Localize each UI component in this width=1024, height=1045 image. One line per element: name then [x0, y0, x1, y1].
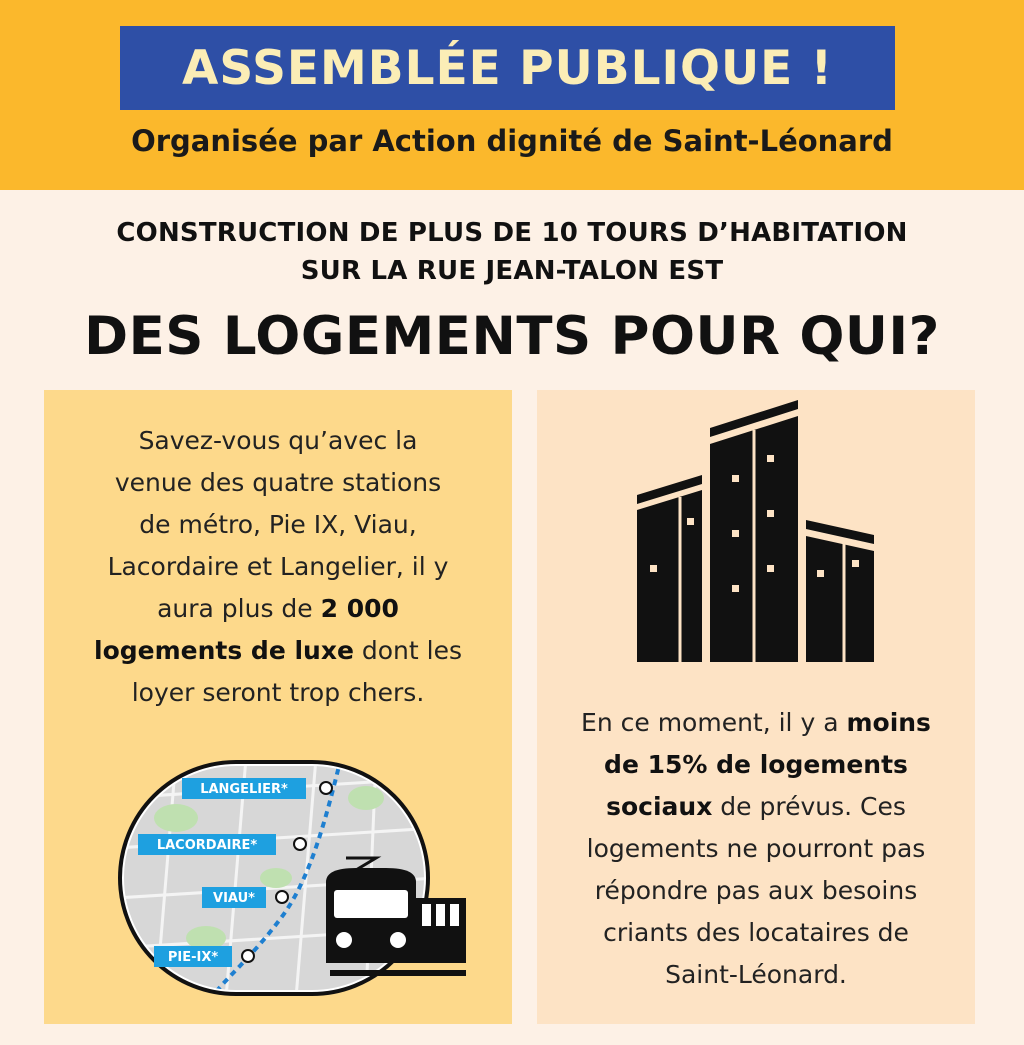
right-line: [537, 786, 975, 828]
station-label-lacordaire: LACORDAIRE*: [156, 838, 258, 853]
subtitle-line-1: CONSTRUCTION DE PLUS DE 10 TOURS D’HABITATION: [116, 218, 908, 248]
headline: DES LOGEMENTS POUR QUI?: [84, 306, 940, 367]
metro-map: [116, 758, 471, 998]
left-line: Lacordaire et Langelier, il y: [107, 552, 449, 581]
right-line-2-bold: de 15% de logements: [604, 750, 908, 779]
left-line-6-bold: logements de luxe: [94, 636, 354, 665]
left-line: venue des quatre stations: [114, 468, 442, 497]
right-line: [537, 702, 975, 744]
left-line: loyer seront trop chers.: [131, 678, 425, 707]
left-line: [44, 588, 512, 630]
header: [0, 0, 1024, 190]
right-line-3-bold: sociaux: [606, 792, 713, 821]
right-line: répondre pas aux besoins: [594, 876, 918, 905]
station-label-viau: VIAU*: [213, 891, 255, 906]
left-panel: [44, 390, 512, 1024]
station-label-pie-ix: PIE-IX*: [167, 950, 219, 965]
title-banner: [120, 26, 895, 110]
left-line-5-text: aura plus de: [157, 594, 321, 623]
left-line-6-text: dont les: [353, 636, 462, 665]
right-line-1-text: En ce moment, il y a: [581, 708, 847, 737]
right-line-3-text: de prévus. Ces: [712, 792, 906, 821]
right-panel: [537, 390, 975, 1024]
left-line-5-bold: 2 000: [320, 594, 399, 623]
page-title: ASSEMBLÉE PUBLIQUE !: [181, 40, 834, 96]
left-line: [44, 630, 512, 672]
right-line-1-bold: moins: [846, 708, 931, 737]
right-line: [537, 744, 975, 786]
station-label-langelier: LANGELIER*: [200, 782, 288, 797]
left-line: de métro, Pie IX, Viau,: [139, 510, 417, 539]
organizer-text: Organisée par Action dignité de Saint-Léonard: [131, 124, 893, 158]
right-line: logements ne pourront pas: [586, 834, 926, 863]
subtitle-line-2: SUR LA RUE JEAN-TALON EST: [300, 256, 724, 286]
train-icon: [326, 858, 466, 976]
right-line: Saint-Léonard.: [665, 960, 847, 989]
buildings-icon: [632, 400, 877, 662]
right-panel-text: [537, 702, 975, 996]
left-panel-text: [44, 420, 512, 714]
left-line: Savez-vous qu’avec la: [138, 426, 418, 455]
right-line: criants des locataires de: [603, 918, 909, 947]
subtitle: [0, 214, 1024, 290]
